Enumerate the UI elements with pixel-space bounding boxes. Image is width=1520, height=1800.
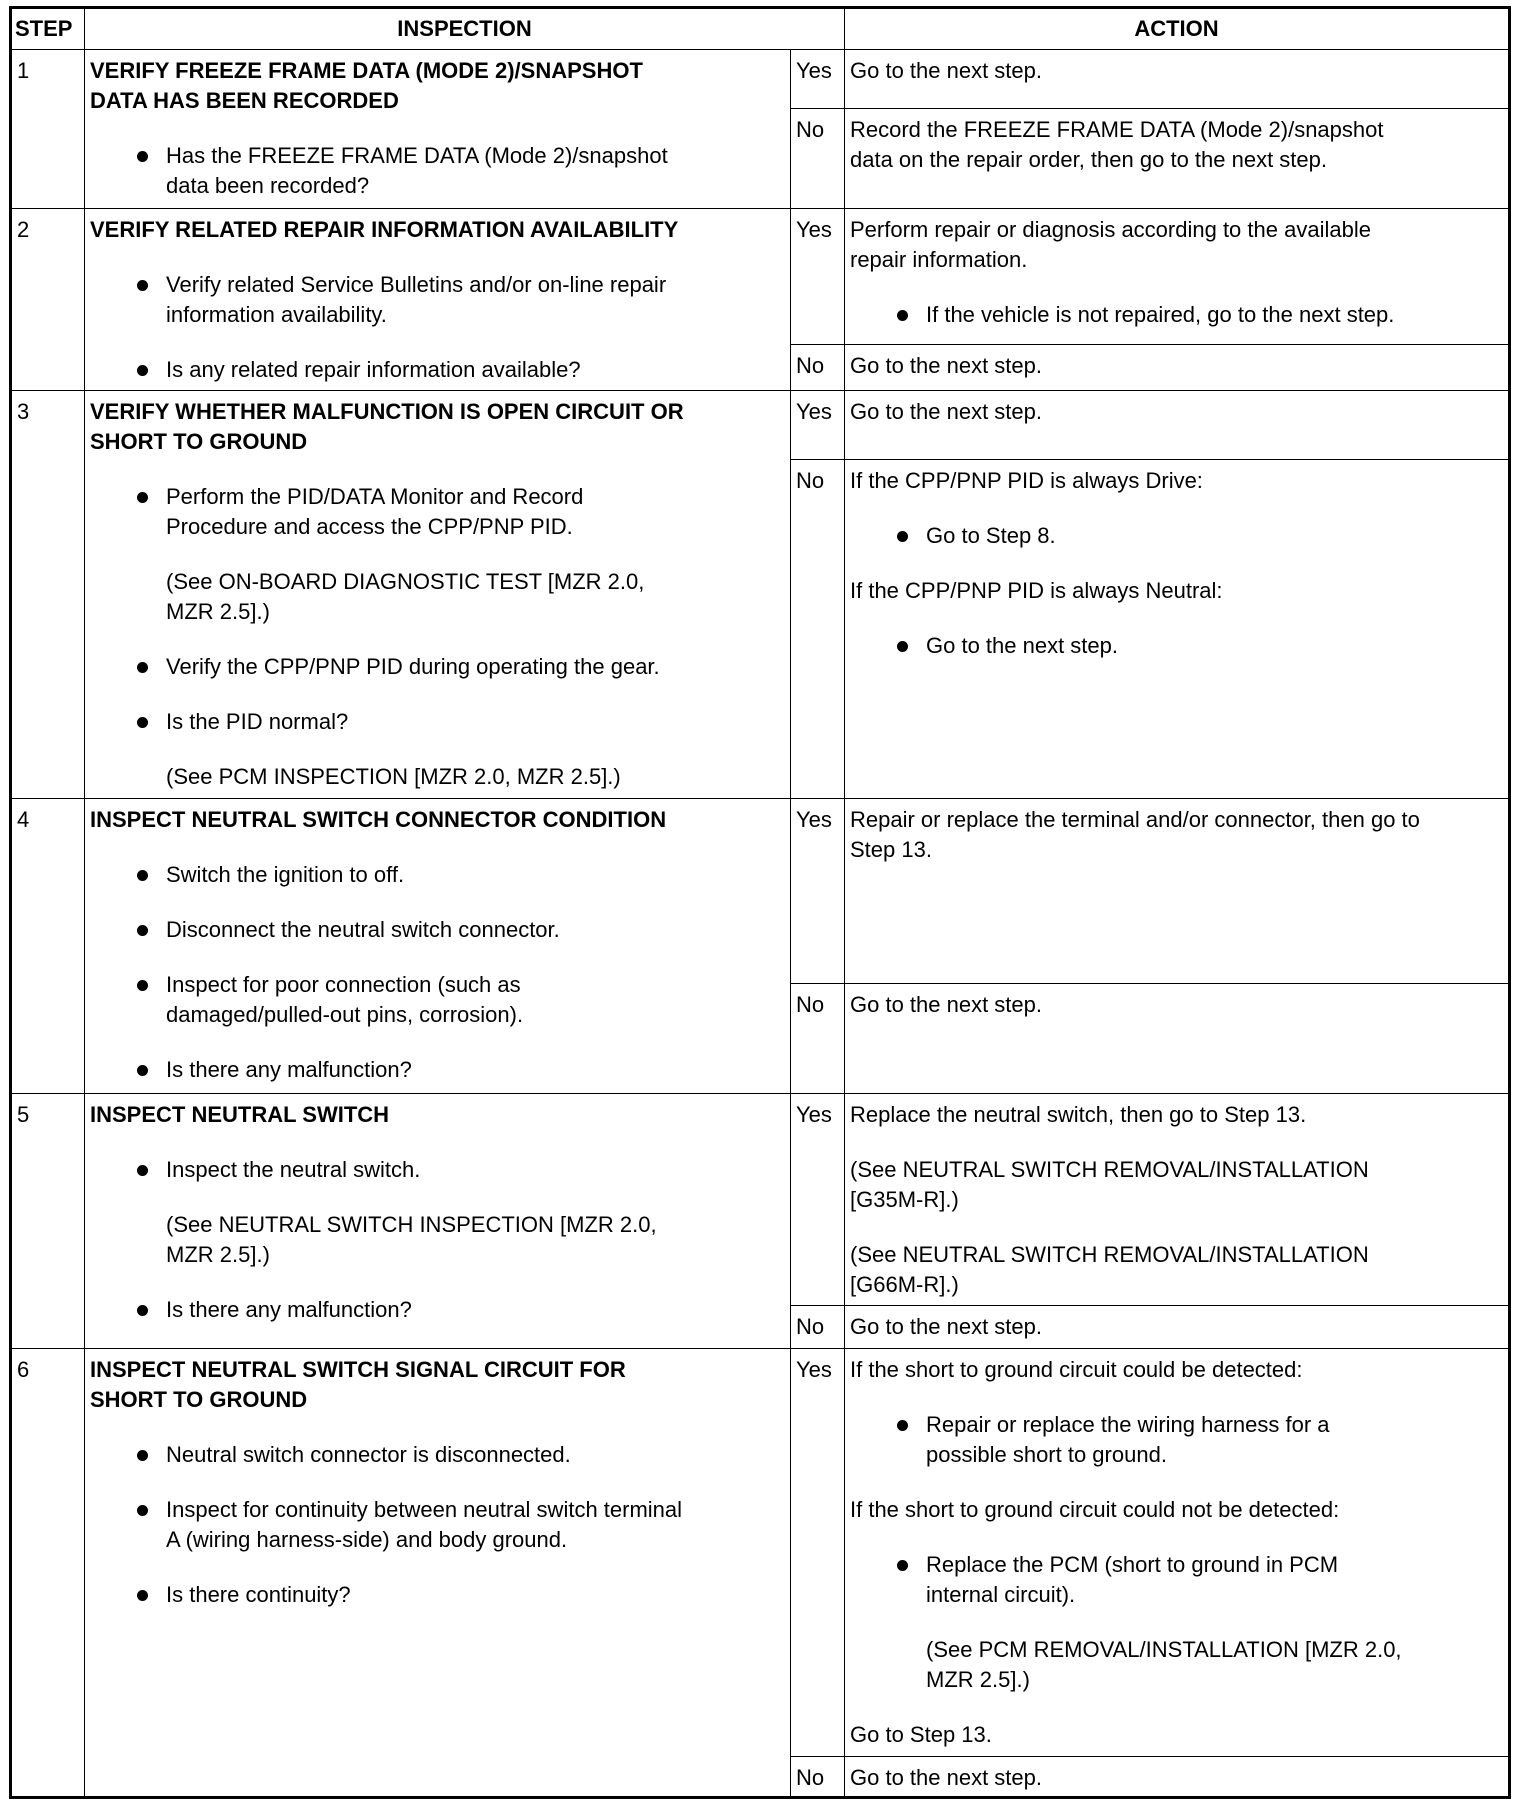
- step-number: 5: [11, 1094, 85, 1349]
- no-action: [845, 1757, 1510, 1798]
- text-line: (See NEUTRAL SWITCH REMOVAL/INSTALLATION: [850, 1157, 1369, 1182]
- no-label: No: [791, 460, 845, 799]
- step-number: 6: [11, 1349, 85, 1798]
- text-line: Has the FREEZE FRAME DATA (Mode 2)/snapshot: [166, 143, 668, 168]
- text-line: (See NEUTRAL SWITCH INSPECTION [MZR 2.0,: [166, 1212, 657, 1237]
- paragraph: [850, 576, 1503, 606]
- text-line: Step 13.: [850, 837, 932, 862]
- step-row-5: [11, 1094, 1510, 1306]
- text-line: If the vehicle is not repaired, go to the next step.: [926, 302, 1395, 327]
- text-line: Inspect the neutral switch.: [166, 1157, 421, 1182]
- text-line: Go to the next step.: [850, 399, 1043, 424]
- bullet-item: [90, 141, 785, 201]
- text-line: INSPECT NEUTRAL SWITCH CONNECTOR CONDITION: [90, 807, 667, 832]
- no-label: No: [791, 1757, 845, 1798]
- step-title: [90, 1100, 785, 1130]
- bullet-item: [90, 1440, 785, 1470]
- yes-label: Yes: [791, 391, 845, 460]
- text-line: DATA HAS BEEN RECORDED: [90, 88, 399, 113]
- no-label: No: [791, 1306, 845, 1349]
- text-line: (See ON-BOARD DIAGNOSTIC TEST [MZR 2.0,: [166, 569, 645, 594]
- paragraph: [850, 1240, 1503, 1300]
- text-line: [G66M-R].): [850, 1272, 959, 1297]
- text-line: Go to the next step.: [850, 992, 1043, 1017]
- bullet-item: [90, 1580, 785, 1610]
- text-line: VERIFY FREEZE FRAME DATA (MODE 2)/SNAPSHOT: [90, 58, 643, 83]
- step-number: 2: [11, 209, 85, 391]
- text-line: Replace the neutral switch, then go to Step 13.: [850, 1102, 1307, 1127]
- header-action: ACTION: [845, 8, 1510, 50]
- yes-label: Yes: [791, 1094, 845, 1306]
- yes-action: [845, 391, 1510, 460]
- paragraph: [850, 56, 1503, 86]
- text-line: INSPECT NEUTRAL SWITCH SIGNAL CIRCUIT FOR: [90, 1357, 626, 1382]
- text-line: Perform repair or diagnosis according to the available: [850, 217, 1371, 242]
- inspection-cell: [85, 50, 791, 209]
- inspection-cell: [85, 1349, 791, 1798]
- inspection-cell: [85, 391, 791, 799]
- step-row-2: [11, 209, 1510, 345]
- step-row-4: [11, 799, 1510, 984]
- text-line: SHORT TO GROUND: [90, 1387, 308, 1412]
- step-number: 1: [11, 50, 85, 209]
- paragraph: [850, 466, 1503, 496]
- text-line: information availability.: [166, 302, 387, 327]
- yes-action: [845, 1349, 1510, 1757]
- bullet-item: [90, 970, 785, 1030]
- bullet-item: [850, 1410, 1503, 1470]
- text-line: Go to Step 13.: [850, 1722, 992, 1747]
- inspection-cell: [85, 799, 791, 1094]
- step-title: [90, 805, 785, 835]
- text-line: Neutral switch connector is disconnected.: [166, 1442, 571, 1467]
- reference-note: [90, 762, 785, 792]
- text-line: If the CPP/PNP PID is always Neutral:: [850, 578, 1223, 603]
- yes-action: [845, 1094, 1510, 1306]
- text-line: Disconnect the neutral switch connector.: [166, 917, 560, 942]
- text-line: MZR 2.5].): [166, 599, 270, 624]
- bullet-item: [90, 1055, 785, 1085]
- paragraph: [850, 1763, 1503, 1793]
- no-action: [845, 109, 1510, 209]
- text-line: Verify related Service Bulletins and/or on-line repair: [166, 272, 667, 297]
- no-action: [845, 345, 1510, 391]
- text-line: (See PCM INSPECTION [MZR 2.0, MZR 2.5].): [166, 764, 621, 789]
- step-number: 4: [11, 799, 85, 1094]
- text-line: Is any related repair information available?: [166, 357, 581, 382]
- text-line: internal circuit).: [926, 1582, 1076, 1607]
- step-title: [90, 56, 785, 116]
- paragraph: [850, 1312, 1503, 1342]
- step-title: [90, 215, 785, 245]
- bullet-item: [90, 860, 785, 890]
- no-action: [845, 1306, 1510, 1349]
- yes-action: [845, 209, 1510, 345]
- text-line: Inspect for continuity between neutral switch terminal: [166, 1497, 683, 1522]
- step-row-1: [11, 50, 1510, 109]
- text-line: Go to the next step.: [926, 633, 1119, 658]
- text-line: data been recorded?: [166, 173, 370, 198]
- text-line: If the short to ground circuit could be detected:: [850, 1357, 1303, 1382]
- bullet-item: [90, 482, 785, 542]
- text-line: If the CPP/PNP PID is always Drive:: [850, 468, 1203, 493]
- text-line: Procedure and access the CPP/PNP PID.: [166, 514, 573, 539]
- text-line: Replace the PCM (short to ground in PCM: [926, 1552, 1339, 1577]
- text-line: Is the PID normal?: [166, 709, 349, 734]
- text-line: damaged/pulled-out pins, corrosion).: [166, 1002, 524, 1027]
- text-line: Go to the next step.: [850, 353, 1043, 378]
- text-line: A (wiring harness-side) and body ground.: [166, 1527, 568, 1552]
- paragraph: [850, 1495, 1503, 1525]
- paragraph: [850, 1355, 1503, 1385]
- text-line: If the short to ground circuit could not be detected:: [850, 1497, 1340, 1522]
- text-line: Record the FREEZE FRAME DATA (Mode 2)/snapshot: [850, 117, 1384, 142]
- reference-note: [90, 1210, 785, 1270]
- text-line: Is there any malfunction?: [166, 1297, 412, 1322]
- text-line: Switch the ignition to off.: [166, 862, 405, 887]
- reference-note: [850, 1635, 1503, 1695]
- step-title: [90, 1355, 785, 1415]
- bullet-item: [90, 1295, 785, 1325]
- header-step: STEP: [11, 8, 85, 50]
- reference-note: [90, 567, 785, 627]
- text-line: Is there continuity?: [166, 1582, 351, 1607]
- text-line: Go to the next step.: [850, 1765, 1043, 1790]
- text-line: MZR 2.5].): [926, 1667, 1030, 1692]
- text-line: (See PCM REMOVAL/INSTALLATION [MZR 2.0,: [926, 1637, 1402, 1662]
- text-line: Go to the next step.: [850, 58, 1043, 83]
- step-title: [90, 397, 785, 457]
- text-line: (See NEUTRAL SWITCH REMOVAL/INSTALLATION: [850, 1242, 1369, 1267]
- bullet-item: [90, 1155, 785, 1185]
- text-line: data on the repair order, then go to the next step.: [850, 147, 1327, 172]
- paragraph: [850, 1720, 1503, 1750]
- bullet-item: [90, 915, 785, 945]
- text-line: [G35M-R].): [850, 1187, 959, 1212]
- text-line: possible short to ground.: [926, 1442, 1167, 1467]
- text-line: VERIFY WHETHER MALFUNCTION IS OPEN CIRCUIT OR: [90, 399, 684, 424]
- bullet-item: [90, 355, 785, 385]
- text-line: Inspect for poor connection (such as: [166, 972, 521, 997]
- no-label: No: [791, 109, 845, 209]
- no-label: No: [791, 345, 845, 391]
- paragraph: [850, 397, 1503, 427]
- text-line: INSPECT NEUTRAL SWITCH: [90, 1102, 390, 1127]
- paragraph: [850, 351, 1503, 381]
- yes-action: [845, 799, 1510, 984]
- header-row: [11, 8, 1510, 50]
- inspection-cell: [85, 209, 791, 391]
- paragraph: [850, 990, 1503, 1020]
- bullet-item: [90, 652, 785, 682]
- paragraph: [850, 805, 1503, 865]
- paragraph: [850, 1100, 1503, 1130]
- bullet-item: [850, 300, 1503, 330]
- yes-label: Yes: [791, 50, 845, 109]
- no-label: No: [791, 984, 845, 1094]
- inspection-cell: [85, 1094, 791, 1349]
- text-line: Is there any malfunction?: [166, 1057, 412, 1082]
- text-line: MZR 2.5].): [166, 1242, 270, 1267]
- yes-label: Yes: [791, 209, 845, 345]
- no-action: [845, 460, 1510, 799]
- bullet-item: [850, 521, 1503, 551]
- paragraph: [850, 215, 1503, 275]
- text-line: Repair or replace the wiring harness for a: [926, 1412, 1330, 1437]
- step-row-6: [11, 1349, 1510, 1757]
- text-line: Verify the CPP/PNP PID during operating the gear.: [166, 654, 660, 679]
- text-line: Repair or replace the terminal and/or connector, then go to: [850, 807, 1420, 832]
- header-inspection: INSPECTION: [85, 8, 845, 50]
- text-line: SHORT TO GROUND: [90, 429, 308, 454]
- bullet-item: [850, 1550, 1503, 1610]
- paragraph: [850, 1155, 1503, 1215]
- text-line: Go to the next step.: [850, 1314, 1043, 1339]
- yes-label: Yes: [791, 799, 845, 984]
- paragraph: [850, 115, 1503, 175]
- diagnostic-procedure-table: [9, 6, 1511, 1799]
- yes-label: Yes: [791, 1349, 845, 1757]
- bullet-item: [90, 1495, 785, 1555]
- bullet-item: [850, 631, 1503, 661]
- text-line: VERIFY RELATED REPAIR INFORMATION AVAILABILITY: [90, 217, 679, 242]
- yes-action: [845, 50, 1510, 109]
- bullet-item: [90, 707, 785, 737]
- step-row-3: [11, 391, 1510, 460]
- text-line: Perform the PID/DATA Monitor and Record: [166, 484, 584, 509]
- text-line: Go to Step 8.: [926, 523, 1056, 548]
- no-action: [845, 984, 1510, 1094]
- step-number: 3: [11, 391, 85, 799]
- text-line: repair information.: [850, 247, 1028, 272]
- bullet-item: [90, 270, 785, 330]
